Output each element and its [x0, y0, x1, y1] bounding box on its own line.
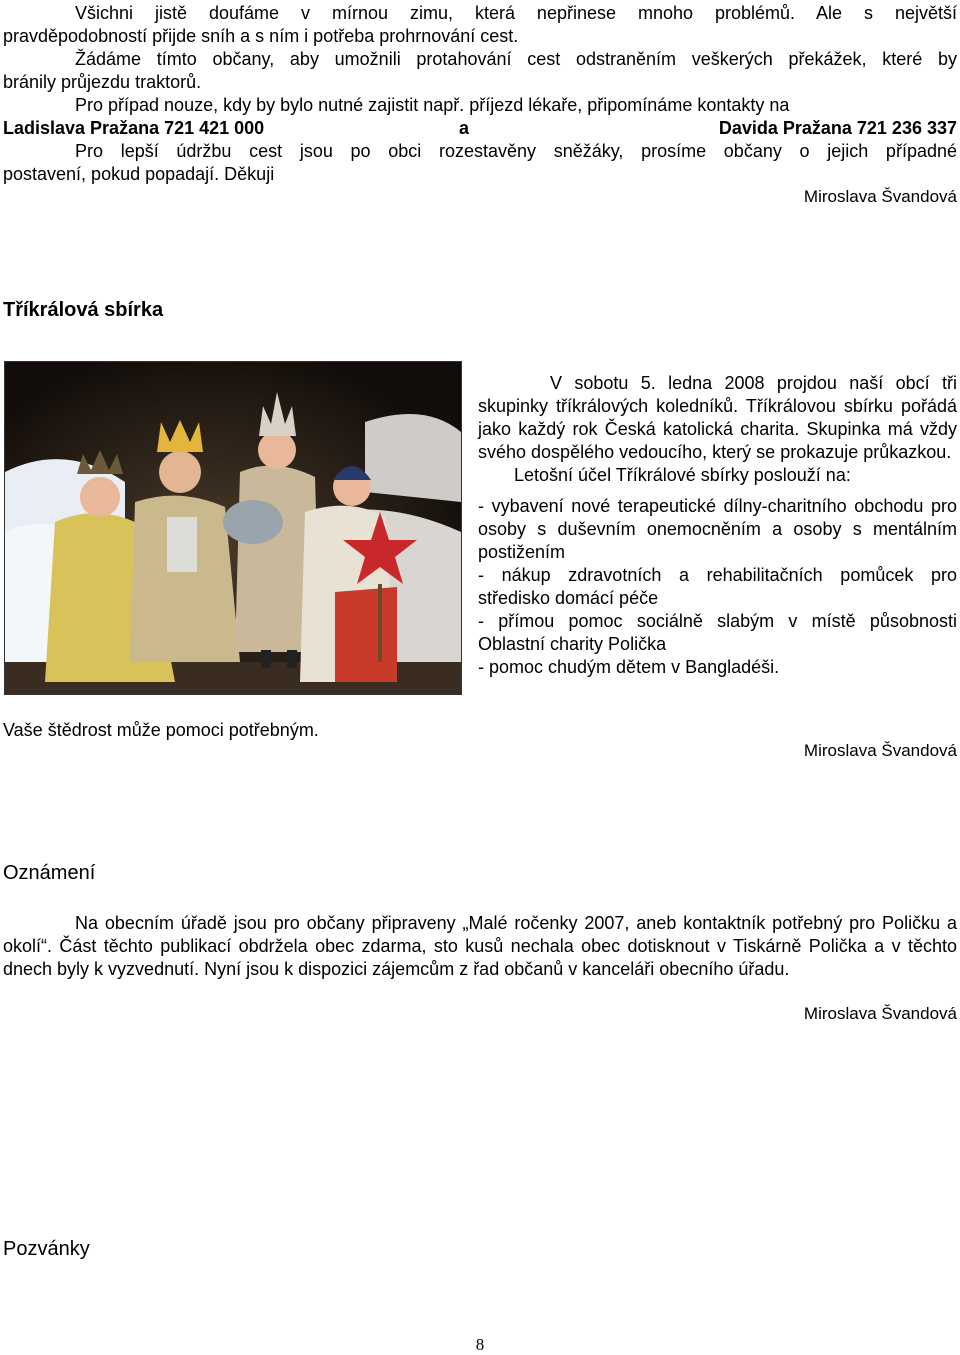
contact-ladislav: Ladislava Pražana 721 421 000: [3, 118, 265, 138]
sbirka-item-3: - přímou pomoc sociálně slabým v místě působnosti Oblastní charity Polička: [478, 611, 957, 654]
carolers-illustration: [5, 362, 461, 694]
winter-line-4: bránily průjezdu traktorů.: [3, 72, 202, 92]
winter-line-7: postavení, pokud popadají. Děkuji: [3, 164, 275, 184]
pozvanky-heading: Pozvánky: [3, 1238, 90, 1260]
sbirka-text: [478, 372, 957, 679]
sbirka-item-4: - pomoc chudým dětem v Bangladéši.: [478, 657, 780, 677]
page-number: 8: [475, 1335, 485, 1354]
oznameni-signature: Miroslava Švandová: [803, 1004, 957, 1023]
contact-row: [3, 118, 957, 141]
winter-line-5: Pro případ nouze, kdy by bylo nutné zajistit např. příjezd lékaře, připomínáme kontakty na: [75, 95, 790, 115]
winter-line-1: Všichni jistě doufáme v mírnou zimu, která nepřinese mnoho problémů. Ale s největší: [75, 3, 957, 23]
oznameni-heading: Oznámení: [3, 862, 96, 884]
carolers-photo: [4, 361, 462, 695]
winter-line-2: pravděpodobností přijde sníh a s ním i potřeba prohrnování cest.: [3, 26, 519, 46]
winter-line-3: Žádáme tímto občany, aby umožnili protahování cest odstraněním veškerých překážek, které by: [75, 49, 957, 69]
winter-signature: Miroslava Švandová: [803, 187, 957, 206]
sbirka-item-1: - vybavení nové terapeutické dílny-charitního obchodu pro osoby s duševním onemocněním a osoby s mentálním postižením: [478, 496, 957, 562]
contact-and: a: [459, 118, 470, 138]
sbirka-item-2: - nákup zdravotních a rehabilitačních pomůcek pro středisko domácí péče: [478, 565, 957, 608]
sbirka-signature: Miroslava Švandová: [803, 741, 957, 760]
sbirka-closing: Vaše štědrost může pomoci potřebným.: [3, 720, 319, 740]
sbirka-heading: Tříkrálová sbírka: [3, 299, 164, 321]
contact-david: Davida Pražana 721 236 337: [718, 118, 957, 138]
sbirka-para-2: Letošní účel Tříkrálové sbírky poslouží na:: [514, 465, 851, 485]
winter-line-6: Pro lepší údržbu cest jsou po obci rozestavěny sněžáky, prosíme občany o jejich případné: [75, 141, 957, 161]
oznameni-text: Na obecním úřadě jsou pro občany připraveny „Malé ročenky 2007, aneb kontaktník potřebný pro Poličku a okolí“. Část těchto publikací obdržela obec zdarma, sto kusů nechala obec dotisknout v Tiskárně Polička a v těchto dnech byly k vyzvednutí. Nyní jsou k dispozici zájemcům z řad občanů v kanceláři obecního úřadu.: [3, 913, 957, 979]
sbirka-para-1: V sobotu 5. ledna 2008 projdou naší obcí tři skupinky tříkrálových koledníků. Tříkrálovou sbírku pořádá jako každý rok Česká katolická charita. Skupinka má vždy svého dospělého vedoucího, který se prokazuje průkazkou.: [478, 373, 957, 462]
